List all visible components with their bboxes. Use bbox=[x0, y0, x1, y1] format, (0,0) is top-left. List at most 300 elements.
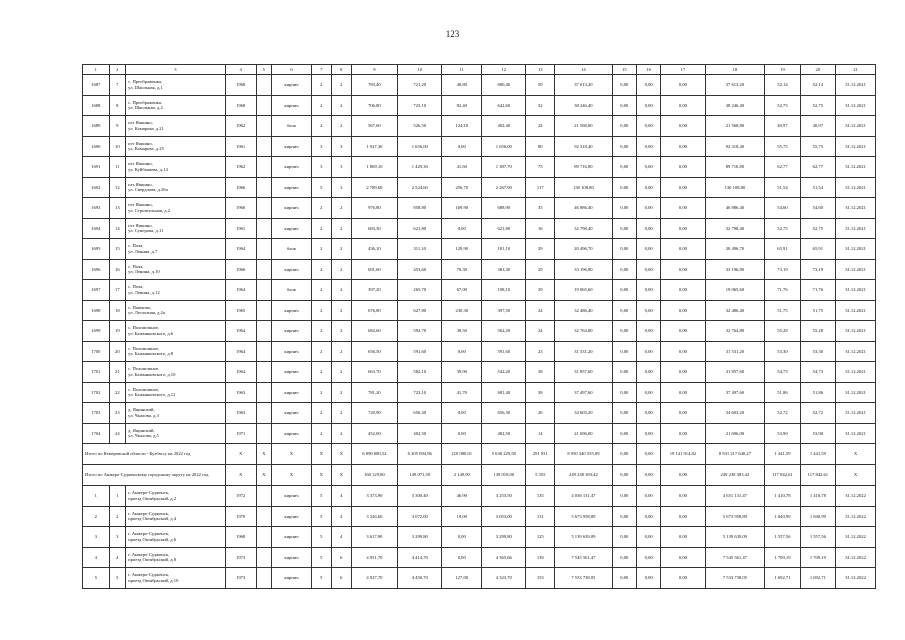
table-cell: 4 bbox=[331, 506, 351, 527]
table-cell: 92 318,40 bbox=[555, 136, 613, 157]
table-cell: кирпич bbox=[272, 300, 312, 321]
column-number-cell: 20 bbox=[800, 65, 835, 75]
table-cell: 2 bbox=[331, 239, 351, 260]
table-cell: 70,30 bbox=[442, 259, 482, 280]
table-cell: 31.12.2021 bbox=[836, 362, 876, 383]
table-cell bbox=[256, 136, 271, 157]
table-row bbox=[83, 300, 876, 321]
table-cell: 1964 bbox=[225, 280, 256, 301]
table-cell: 32 764,80 bbox=[705, 321, 765, 342]
table-cell: 2 bbox=[311, 403, 331, 424]
table-cell: 13 bbox=[109, 198, 126, 219]
table-cell: 198,10 bbox=[482, 280, 526, 301]
table-cell: 33 196,80 bbox=[555, 259, 613, 280]
table-cell: 38 bbox=[526, 382, 555, 403]
table-row bbox=[83, 95, 876, 116]
table-cell: 0,00 bbox=[442, 403, 482, 424]
column-number-cell: 6 bbox=[272, 65, 312, 75]
table-cell: 65,91 bbox=[765, 239, 800, 260]
table-cell: 129,90 bbox=[442, 239, 482, 260]
column-number-cell: 7 bbox=[311, 65, 331, 75]
table-cell: 7 545 561,47 bbox=[705, 547, 765, 568]
table-cell: 3 bbox=[109, 527, 126, 548]
total-cell: X bbox=[256, 444, 271, 465]
table-row bbox=[83, 239, 876, 260]
table-cell: 3 bbox=[311, 157, 331, 178]
table-cell: 1 656,00 bbox=[398, 136, 442, 157]
table-cell: 2 789,60 bbox=[351, 177, 397, 198]
table-cell: 0,00 bbox=[636, 259, 660, 280]
table-cell: 29 bbox=[526, 259, 555, 280]
table-cell: кирпич bbox=[272, 423, 312, 444]
total-cell: X bbox=[331, 465, 351, 486]
table-cell: 2 bbox=[331, 280, 351, 301]
table-cell: 2 bbox=[331, 403, 351, 424]
table-cell: 4 365,66 bbox=[482, 547, 526, 568]
table-cell: 73,19 bbox=[765, 259, 800, 280]
table-cell: 683,30 bbox=[351, 218, 397, 239]
table-cell: 3 373,90 bbox=[351, 486, 397, 507]
table-cell: кирпич bbox=[272, 321, 312, 342]
table-cell: 20 496,70 bbox=[705, 239, 765, 260]
table-cell: 31 857,60 bbox=[705, 362, 765, 383]
table-cell: 46,90 bbox=[442, 486, 482, 507]
table-cell: 0,00 bbox=[636, 486, 660, 507]
table-cell: 5 bbox=[311, 568, 331, 589]
table-cell: 51,75 bbox=[765, 300, 800, 321]
table-cell: кирпич bbox=[272, 506, 312, 527]
table-cell bbox=[256, 198, 271, 219]
table-cell: 0,00 bbox=[612, 506, 636, 527]
table-cell: 89 716,80 bbox=[705, 157, 765, 178]
table-cell: 31.12.2021 bbox=[836, 198, 876, 219]
table-cell: 1695 bbox=[83, 239, 110, 260]
table-cell: 1688 bbox=[83, 95, 110, 116]
table-cell bbox=[256, 486, 271, 507]
table-cell: 1964 bbox=[225, 321, 256, 342]
table-cell: 0,00 bbox=[636, 239, 660, 260]
table-cell: 1704 bbox=[83, 423, 110, 444]
table-cell: 0,00 bbox=[636, 95, 660, 116]
table-cell: 32 798,40 bbox=[705, 218, 765, 239]
table-cell: 67,00 bbox=[442, 280, 482, 301]
table-cell: 0,00 bbox=[661, 136, 705, 157]
table-cell: кирпич bbox=[272, 527, 312, 548]
table-cell: 0,00 bbox=[442, 341, 482, 362]
table-cell: 2 bbox=[311, 362, 331, 383]
table-cell: 124,10 bbox=[442, 116, 482, 137]
table-cell bbox=[256, 75, 271, 96]
table-cell: 14 bbox=[109, 218, 126, 239]
table-cell: 0,00 bbox=[636, 157, 660, 178]
total-cell: 149 071,50 bbox=[398, 465, 442, 486]
table-cell: 2 bbox=[311, 198, 331, 219]
table-cell: 11 bbox=[109, 157, 126, 178]
address-cell: г. Анжеро-Судженск, проезд Октябрьский, д.6 bbox=[126, 527, 226, 548]
table-cell: 4 bbox=[109, 547, 126, 568]
table-cell: 53,90 bbox=[800, 423, 835, 444]
table-cell: 14 bbox=[526, 423, 555, 444]
table-cell: 40,97 bbox=[765, 116, 800, 137]
table-cell: 18 bbox=[109, 300, 126, 321]
table-cell: 0,00 bbox=[636, 382, 660, 403]
table-cell: 2 bbox=[83, 506, 110, 527]
table-cell: 230,30 bbox=[442, 300, 482, 321]
total-cell: 0,00 bbox=[612, 465, 636, 486]
table-cell: 1689 bbox=[83, 116, 110, 137]
table-row bbox=[83, 116, 876, 137]
table-cell: 3 053,00 bbox=[482, 506, 526, 527]
total-label: Итого по Анжеро-Судженскому городскому округу на 2022 год bbox=[83, 465, 226, 486]
address-cell: с. Поломошное, ул. Бажынковского, д.6 bbox=[126, 321, 226, 342]
table-cell: 0,00 bbox=[636, 280, 660, 301]
column-number-cell: 13 bbox=[526, 65, 555, 75]
table-cell bbox=[256, 259, 271, 280]
total-label: Итого по Кемеровской области - Кузбассу на 2022 год bbox=[83, 444, 226, 465]
table-cell: 582,10 bbox=[398, 362, 442, 383]
table-cell: 3 299,80 bbox=[398, 527, 442, 548]
table-cell: 127,00 bbox=[442, 568, 482, 589]
column-number-cell: 4 bbox=[225, 65, 256, 75]
table-cell: 19 065,60 bbox=[705, 280, 765, 301]
table-cell: 1960 bbox=[225, 198, 256, 219]
table-cell: 1697 bbox=[83, 280, 110, 301]
table-cell: 3 326,60 bbox=[351, 506, 397, 527]
table-cell: 82,40 bbox=[442, 95, 482, 116]
table-cell: 567,60 bbox=[351, 116, 397, 137]
table-cell: 0,00 bbox=[612, 136, 636, 157]
total-row bbox=[83, 444, 876, 465]
total-cell: 0,00 bbox=[661, 465, 705, 486]
table-cell: 783,40 bbox=[351, 75, 397, 96]
table-cell: 680,40 bbox=[482, 75, 526, 96]
table-cell: 2 bbox=[109, 506, 126, 527]
table-cell: 131 bbox=[526, 506, 555, 527]
table-cell: 31.12.2021 bbox=[836, 157, 876, 178]
column-number-cell: 15 bbox=[612, 65, 636, 75]
table-row bbox=[83, 382, 876, 403]
table-cell: 1 840,99 bbox=[765, 506, 800, 527]
table-cell bbox=[256, 116, 271, 137]
table-cell: 2 bbox=[331, 300, 351, 321]
table-cell: 2 bbox=[331, 198, 351, 219]
table-cell: кирпич bbox=[272, 198, 312, 219]
table-cell: 526,50 bbox=[398, 116, 442, 137]
table-cell: 0,00 bbox=[612, 568, 636, 589]
table-cell: 32 764,80 bbox=[555, 321, 613, 342]
table-cell: 682,60 bbox=[351, 321, 397, 342]
address-cell: с. Поча, ул. Ленина, д.7 bbox=[126, 239, 226, 260]
table-cell: 16 bbox=[109, 259, 126, 280]
table-cell: 52,75 bbox=[800, 218, 835, 239]
table-cell: 0,00 bbox=[612, 341, 636, 362]
table-cell: 24 bbox=[109, 423, 126, 444]
table-cell bbox=[256, 341, 271, 362]
table-cell: 52,14 bbox=[765, 75, 800, 96]
table-cell: 35 bbox=[526, 198, 555, 219]
total-cell: 117 842,61 bbox=[800, 465, 835, 486]
table-cell: 1966 bbox=[225, 259, 256, 280]
table-cell: 5 bbox=[311, 527, 331, 548]
table-row bbox=[83, 157, 876, 178]
table-row bbox=[83, 259, 876, 280]
table-cell: 31.12.2021 bbox=[836, 300, 876, 321]
table-cell: 4 036 131,47 bbox=[555, 486, 613, 507]
table-cell: 21 bbox=[109, 362, 126, 383]
table-cell: 0,00 bbox=[612, 75, 636, 96]
table-cell: 0,00 bbox=[636, 136, 660, 157]
table-cell: 31.12.2021 bbox=[836, 280, 876, 301]
table-cell: 51,54 bbox=[765, 177, 800, 198]
table-cell: 0,00 bbox=[636, 527, 660, 548]
table-cell: кирпич bbox=[272, 95, 312, 116]
table-cell: 1 709,19 bbox=[765, 547, 800, 568]
total-cell: 1 441,59 bbox=[800, 444, 835, 465]
table-cell: 38 246,40 bbox=[705, 95, 765, 116]
table-cell: 31.12.2021 bbox=[836, 136, 876, 157]
table-cell: 0,00 bbox=[442, 423, 482, 444]
table-cell: 21 696,00 bbox=[555, 423, 613, 444]
table-cell: 0,00 bbox=[661, 75, 705, 96]
table-cell: 62,77 bbox=[800, 157, 835, 178]
table-cell: 1694 bbox=[83, 218, 110, 239]
table-cell: 397,20 bbox=[351, 280, 397, 301]
table-row bbox=[83, 486, 876, 507]
table-cell bbox=[256, 218, 271, 239]
table-cell: 0,00 bbox=[636, 75, 660, 96]
table-cell: 31.12.2021 bbox=[836, 321, 876, 342]
table-cell: 592,70 bbox=[398, 321, 442, 342]
table-cell: 2 bbox=[311, 259, 331, 280]
table-cell: кирпич bbox=[272, 547, 312, 568]
table-cell: 4 414,70 bbox=[398, 547, 442, 568]
table-cell: 21 696,00 bbox=[705, 423, 765, 444]
table-cell: 55,75 bbox=[800, 136, 835, 157]
table-cell: 51,86 bbox=[800, 382, 835, 403]
table-cell: 0,00 bbox=[636, 423, 660, 444]
total-cell: X bbox=[256, 465, 271, 486]
table-cell: 1968 bbox=[225, 95, 256, 116]
table-cell: 1 bbox=[109, 486, 126, 507]
table-cell: 0,00 bbox=[661, 341, 705, 362]
column-number-cell: 19 bbox=[765, 65, 800, 75]
address-cell: с. Поча, ул. Ленина, д.12 bbox=[126, 280, 226, 301]
table-cell: 453,60 bbox=[398, 259, 442, 280]
table-cell: 4 bbox=[331, 486, 351, 507]
table-cell: 1 429,30 bbox=[398, 157, 442, 178]
table-cell: 5 673 958,89 bbox=[705, 506, 765, 527]
table-cell: 0,00 bbox=[636, 362, 660, 383]
table-cell: 0,00 bbox=[612, 423, 636, 444]
table-cell: 34 603,20 bbox=[555, 403, 613, 424]
table-cell: 1968 bbox=[225, 75, 256, 96]
table-cell: 2 bbox=[331, 341, 351, 362]
table-cell: 0,00 bbox=[661, 198, 705, 219]
table-cell: кирпич bbox=[272, 341, 312, 362]
table-cell: 1971 bbox=[225, 423, 256, 444]
table-cell: 2 bbox=[311, 300, 331, 321]
table-cell: 1964 bbox=[225, 362, 256, 383]
table-cell: 62,77 bbox=[765, 157, 800, 178]
table-cell: 46 886,40 bbox=[555, 198, 613, 219]
table-cell: 2 bbox=[331, 116, 351, 137]
table-cell: 621,80 bbox=[398, 218, 442, 239]
address-cell: пгт Яшкино, ул. Строительная, д.2 bbox=[126, 198, 226, 219]
table-row bbox=[83, 198, 876, 219]
table-cell: 6 bbox=[331, 568, 351, 589]
table-cell: 19,00 bbox=[442, 506, 482, 527]
table-cell: 52 bbox=[526, 95, 555, 116]
table-cell: 2 bbox=[331, 218, 351, 239]
table-cell bbox=[256, 321, 271, 342]
table-cell: 53,90 bbox=[765, 423, 800, 444]
table-cell: 80 bbox=[526, 136, 555, 157]
table-cell: 1962 bbox=[225, 157, 256, 178]
table-cell: 31 857,60 bbox=[555, 362, 613, 383]
table-row bbox=[83, 177, 876, 198]
table-cell: 135 bbox=[526, 486, 555, 507]
table-cell: 41,70 bbox=[442, 382, 482, 403]
table-cell: 2 bbox=[331, 75, 351, 96]
table-cell: 6 bbox=[331, 547, 351, 568]
table-cell: 34 603,20 bbox=[705, 403, 765, 424]
table-cell: блок bbox=[272, 239, 312, 260]
table-row bbox=[83, 547, 876, 568]
table-cell: 0,00 bbox=[661, 423, 705, 444]
table-cell: 1 410,78 bbox=[765, 486, 800, 507]
table-cell: 9 bbox=[109, 116, 126, 137]
table-cell: 31 531,20 bbox=[555, 341, 613, 362]
address-cell: г. Анжеро-Судженск, проезд Октябрьский, д.10 bbox=[126, 568, 226, 589]
table-cell: 3 072,00 bbox=[398, 506, 442, 527]
table-cell: 0,00 bbox=[636, 116, 660, 137]
table-cell: 723,10 bbox=[398, 382, 442, 403]
table-cell: 0,00 bbox=[661, 300, 705, 321]
table-cell: 3 253,50 bbox=[482, 486, 526, 507]
table-cell: 39,90 bbox=[442, 362, 482, 383]
table-cell: кирпич bbox=[272, 177, 312, 198]
table-cell: 1690 bbox=[83, 136, 110, 157]
table-cell: 0,00 bbox=[612, 116, 636, 137]
table-cell: 5 bbox=[311, 486, 331, 507]
table-cell: 51,54 bbox=[800, 177, 835, 198]
table-cell: 0,00 bbox=[612, 382, 636, 403]
total-cell: X bbox=[311, 465, 331, 486]
table-cell: 1961 bbox=[225, 218, 256, 239]
table-cell: 0,00 bbox=[612, 300, 636, 321]
table-cell: 2 bbox=[311, 341, 331, 362]
table-cell: 681,40 bbox=[482, 382, 526, 403]
table-cell: 32 798,40 bbox=[555, 218, 613, 239]
table-cell: 1963 bbox=[225, 403, 256, 424]
table-cell: 656,30 bbox=[482, 403, 526, 424]
table-cell: 2 bbox=[331, 321, 351, 342]
column-number-cell: 14 bbox=[555, 65, 613, 75]
table-cell: 0,00 bbox=[661, 382, 705, 403]
table-cell: 1 692,71 bbox=[765, 568, 800, 589]
table-cell: 130 108,80 bbox=[705, 177, 765, 198]
table-cell: 1 869,10 bbox=[351, 157, 397, 178]
table-cell: кирпич bbox=[272, 403, 312, 424]
table-cell: 31.12.2022 bbox=[836, 568, 876, 589]
table-cell: 1 557,56 bbox=[800, 527, 835, 548]
table-cell: 0,00 bbox=[636, 403, 660, 424]
table-cell: 691,60 bbox=[351, 259, 397, 280]
table-cell: 0,00 bbox=[661, 95, 705, 116]
table-cell: 139 bbox=[526, 547, 555, 568]
table-cell: 1965 bbox=[225, 300, 256, 321]
table-cell: 1972 bbox=[225, 486, 256, 507]
table-cell: 2 bbox=[311, 321, 331, 342]
housing-register-table bbox=[82, 64, 876, 589]
table-cell: 8 bbox=[109, 95, 126, 116]
table-cell: 0,00 bbox=[612, 362, 636, 383]
table-cell: 0,00 bbox=[636, 547, 660, 568]
table-cell: 0,00 bbox=[661, 547, 705, 568]
table-cell: 627,80 bbox=[398, 300, 442, 321]
table-row bbox=[83, 568, 876, 589]
table-cell: 31.12.2021 bbox=[836, 239, 876, 260]
table-cell: 1 387,70 bbox=[482, 157, 526, 178]
table-cell: 0,00 bbox=[661, 239, 705, 260]
table-cell: 23 bbox=[109, 403, 126, 424]
column-number-cell: 16 bbox=[636, 65, 660, 75]
table-cell: 21 568,80 bbox=[705, 116, 765, 137]
table-cell: 0,00 bbox=[612, 177, 636, 198]
table-cell: 1973 bbox=[225, 547, 256, 568]
table-cell: 2 bbox=[311, 116, 331, 137]
table-cell: 1 bbox=[83, 486, 110, 507]
table-cell: 51,86 bbox=[765, 382, 800, 403]
total-cell: X bbox=[836, 465, 876, 486]
table-cell: 2 bbox=[311, 75, 331, 96]
column-number-cell: 2 bbox=[109, 65, 126, 75]
table-cell: 5 bbox=[311, 547, 331, 568]
table-cell: 5 bbox=[311, 177, 331, 198]
table-cell: 55,28 bbox=[765, 321, 800, 342]
table-cell: 3 617,90 bbox=[351, 527, 397, 548]
total-cell: 2 149,90 bbox=[442, 465, 482, 486]
table-cell: 265,70 bbox=[398, 280, 442, 301]
table-cell: 32 486,40 bbox=[555, 300, 613, 321]
table-cell: 721,20 bbox=[398, 75, 442, 96]
table-cell: кирпич bbox=[272, 218, 312, 239]
table-cell: 31.12.2022 bbox=[836, 506, 876, 527]
table-cell: 1696 bbox=[83, 259, 110, 280]
total-cell: 117 842,61 bbox=[765, 465, 800, 486]
table-cell: 51,75 bbox=[800, 300, 835, 321]
total-cell: 0,00 bbox=[636, 444, 660, 465]
table-cell: 397,50 bbox=[482, 300, 526, 321]
table-cell: 1 709,19 bbox=[800, 547, 835, 568]
table-cell: блок bbox=[272, 116, 312, 137]
table-cell bbox=[256, 300, 271, 321]
table-cell: 53,30 bbox=[765, 341, 800, 362]
table-cell bbox=[256, 95, 271, 116]
total-cell: 5 355 bbox=[526, 465, 555, 486]
total-cell: X bbox=[272, 465, 312, 486]
table-cell bbox=[256, 506, 271, 527]
table-cell: 2 bbox=[331, 259, 351, 280]
table-cell: 17 bbox=[109, 280, 126, 301]
table-cell: 642,60 bbox=[482, 95, 526, 116]
table-cell: 92 318,40 bbox=[705, 136, 765, 157]
table-cell: 2 267,90 bbox=[482, 177, 526, 198]
table-cell: 5 bbox=[311, 506, 331, 527]
table-cell: 0,00 bbox=[612, 95, 636, 116]
table-row bbox=[83, 75, 876, 96]
table-cell: 23 bbox=[526, 341, 555, 362]
